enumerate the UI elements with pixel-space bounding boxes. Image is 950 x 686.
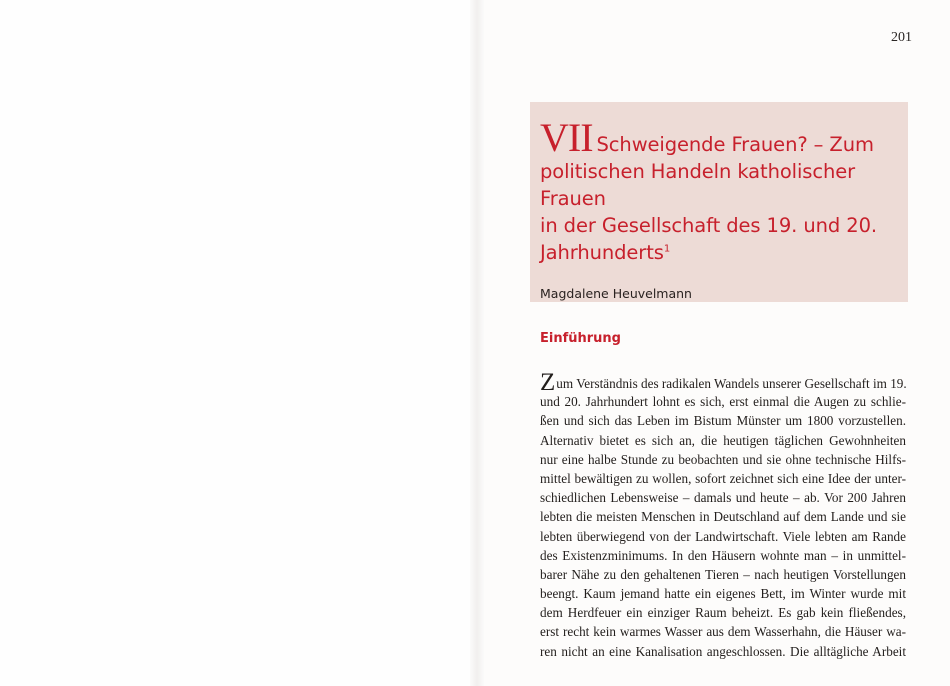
body-line: beengt. Kaum jemand hatte ein eigenes Bett, im Winter wurde mit xyxy=(540,586,906,602)
chapter-title-line-2: politischen Handeln katholischer Frauen xyxy=(540,160,856,210)
chapter-title-line-4: Jahrhunderts xyxy=(540,241,664,264)
chapter-title-line-1: Schweigende Frauen? – Zum xyxy=(596,133,874,156)
section-heading: Einführung xyxy=(540,331,621,346)
body-line-1-text: um Verständnis des radikalen Wandels unserer Gesellschaft im 19. xyxy=(556,376,907,391)
chapter-title xyxy=(540,115,900,266)
body-line: nur eine halbe Stunde zu beobachten und sie ohne technische Hilfs- xyxy=(540,451,906,467)
body-line: mittel bewältigen zu wollen, sofort zeichnet sich eine Idee der unter- xyxy=(540,470,906,486)
body-line: lebten die meisten Menschen in Deutschland auf dem Lande und sie xyxy=(540,509,906,525)
page-number: 201 xyxy=(891,30,912,45)
chapter-title-line-3: in der Gesellschaft des 19. und 20. xyxy=(540,214,877,237)
chapter-numeral: VII xyxy=(540,115,593,160)
body-line-1 xyxy=(540,369,907,396)
body-line: lebten überwiegend von der Landwirtschaft. Viele lebten am Rande xyxy=(540,528,906,544)
body-line: erst recht kein warmes Wasser aus dem Wasserhahn, die Häuser wa- xyxy=(540,624,906,640)
body-text xyxy=(540,369,907,661)
chapter-author: Magdalene Heuvelmann xyxy=(540,286,692,301)
body-line: schiedlichen Lebensweise – damals und heute – ab. Vor 200 Jahren xyxy=(540,490,906,506)
body-line: Alternativ bietet es sich an, die heutigen täglichen Gewohnheiten xyxy=(540,432,906,448)
dropcap: Z xyxy=(540,369,556,396)
body-line: ren nicht an eine Kanalisation angeschlossen. Die alltägliche Arbeit xyxy=(540,643,906,659)
book-gutter xyxy=(470,0,484,686)
body-line: ßen und sich das Leben im Bistum Münster um 1800 vorzustellen. xyxy=(540,413,906,429)
body-line: dem Herdfeuer ein einziger Raum beheizt. Es gab kein fließendes, xyxy=(540,605,906,621)
body-line: barer Nähe zu den gehaltenen Tieren – nach heutigen Vorstellungen xyxy=(540,566,906,582)
body-line: des Existenzminimums. In den Häusern wohnte man – in unmittel- xyxy=(540,547,906,563)
body-line: und 20. Jahrhundert lohnt es sich, erst einmal die Augen zu schlie- xyxy=(540,394,906,410)
footnote-marker[interactable]: 1 xyxy=(663,243,671,255)
